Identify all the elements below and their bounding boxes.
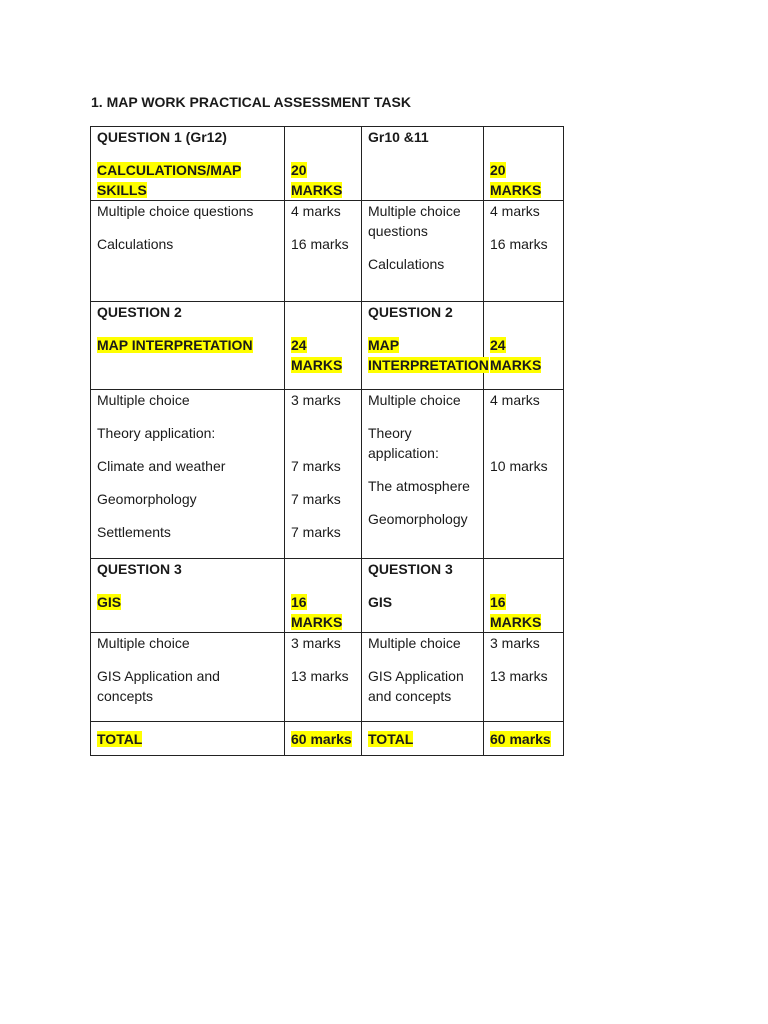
cell-total-marks (285, 722, 362, 756)
gr10-11-section-interpretation: INTERPRETATION (368, 357, 489, 373)
list-item-marks: 4 marks (490, 203, 540, 219)
section-map-interpretation: MAP INTERPRETATION (97, 337, 253, 353)
total-label: TOTAL (97, 730, 143, 747)
cell-q2-marks (285, 302, 362, 390)
gr10-11-q3-total-marks: 16 MARKS (490, 594, 542, 630)
table-row-q3-header (91, 559, 564, 633)
q3-total-marks: 16 MARKS (291, 594, 343, 630)
cell-gr10-11-q3-item-marks (484, 633, 564, 722)
list-item-marks: 13 marks (291, 668, 349, 684)
list-item-marks: 3 marks (490, 635, 540, 651)
cell-gr10-11-q3-title (362, 559, 484, 633)
gr10-11-section-gis: GIS (368, 594, 393, 610)
gr10-11-total-marks: 60 marks (490, 730, 551, 747)
cell-q3-item-marks (285, 633, 362, 722)
gr10-11-q1-total-marks: 20 MARKS (490, 162, 542, 198)
table-row-q1-header (91, 127, 564, 201)
cell-gr10-11-title (362, 127, 484, 201)
list-item: Multiple choice (97, 392, 190, 408)
document-heading: 1. MAP WORK PRACTICAL ASSESSMENT TASK (91, 94, 411, 110)
list-item: GIS Application and concepts (97, 668, 220, 704)
cell-q1-marks (285, 127, 362, 201)
total-marks: 60 marks (291, 730, 352, 747)
cell-q1-items (91, 201, 285, 302)
cell-q2-item-marks (285, 390, 362, 559)
table-row-q2-detail (91, 390, 564, 559)
list-item: Multiple choice (368, 392, 461, 408)
cell-gr10-11-q2-title (362, 302, 489, 390)
q1-total-marks: 20 MARKS (291, 162, 343, 198)
cell-gr10-11-q2-marks (484, 302, 564, 390)
list-item: Theory application: (97, 425, 216, 441)
list-item-marks: 10 marks (490, 458, 548, 474)
list-item-marks: 4 marks (490, 392, 540, 408)
cell-gr10-11-q1-item-marks (484, 201, 564, 302)
gr10-11-section-map: MAP (368, 337, 400, 353)
section-gis: GIS (97, 594, 122, 610)
cell-gr10-11-marks (484, 127, 564, 201)
list-item: Geomorphology (97, 491, 197, 507)
section-calculations-map-skills: CALCULATIONS/MAP SKILLS (97, 162, 242, 198)
table-row-q3-detail (91, 633, 564, 722)
list-item: Multiple choice questions (368, 203, 461, 239)
list-item-marks: 16 marks (291, 236, 349, 252)
cell-q2-title (91, 302, 285, 390)
list-item: Multiple choice questions (97, 203, 254, 219)
gr10-11-question-3-title: QUESTION 3 (368, 561, 453, 577)
list-item: Multiple choice (368, 635, 461, 651)
list-item-marks: 7 marks (291, 491, 341, 507)
list-item-marks: 3 marks (291, 635, 341, 651)
cell-gr10-11-total-label (362, 722, 484, 756)
gr10-11-question-2-title: QUESTION 2 (368, 304, 453, 320)
question-3-title: QUESTION 3 (97, 561, 182, 577)
list-item: Calculations (368, 256, 445, 272)
cell-gr10-11-q2-item-marks (484, 390, 564, 559)
q2-total-marks: 24 MARKS (291, 337, 343, 373)
list-item-marks: 16 marks (490, 236, 548, 252)
cell-gr10-11-q2-items (362, 390, 484, 559)
list-item: Geomorphology (368, 511, 468, 527)
list-item: The atmosphere (368, 478, 470, 494)
gr10-11-q2-total-marks: 24 MARKS (490, 337, 542, 373)
cell-gr10-11-q3-marks (484, 559, 564, 633)
list-item-marks: 13 marks (490, 668, 548, 684)
list-item: GIS Application (368, 668, 464, 684)
table-row-q2-header (91, 302, 564, 390)
question-2-title: QUESTION 2 (97, 304, 182, 320)
list-item: Settlements (97, 524, 171, 540)
list-item-marks: 4 marks (291, 203, 341, 219)
cell-gr10-11-q1-items (362, 201, 484, 302)
table-row-total (91, 722, 564, 756)
cell-gr10-11-q3-items (362, 633, 484, 722)
cell-q1-title (91, 127, 285, 201)
list-item: and concepts (368, 688, 452, 704)
cell-gr10-11-total-marks (484, 722, 564, 756)
grade-10-11-title: Gr10 &11 (368, 129, 429, 145)
cell-q3-marks (285, 559, 362, 633)
list-item: Climate and weather (97, 458, 226, 474)
cell-q1-item-marks (285, 201, 362, 302)
list-item-marks: 3 marks (291, 392, 341, 408)
list-item-marks: 7 marks (291, 524, 341, 540)
question-1-title: QUESTION 1 (Gr12) (97, 129, 227, 145)
cell-q3-items (91, 633, 285, 722)
cell-q2-items (91, 390, 285, 559)
cell-q3-title (91, 559, 285, 633)
list-item: Theory application: (368, 425, 439, 461)
list-item: Multiple choice (97, 635, 190, 651)
table-row-q1-detail (91, 201, 564, 302)
list-item-marks: 7 marks (291, 458, 341, 474)
list-item: Calculations (97, 236, 174, 252)
cell-total-label (91, 722, 285, 756)
gr10-11-total-label: TOTAL (368, 730, 414, 747)
assessment-table (90, 126, 564, 756)
